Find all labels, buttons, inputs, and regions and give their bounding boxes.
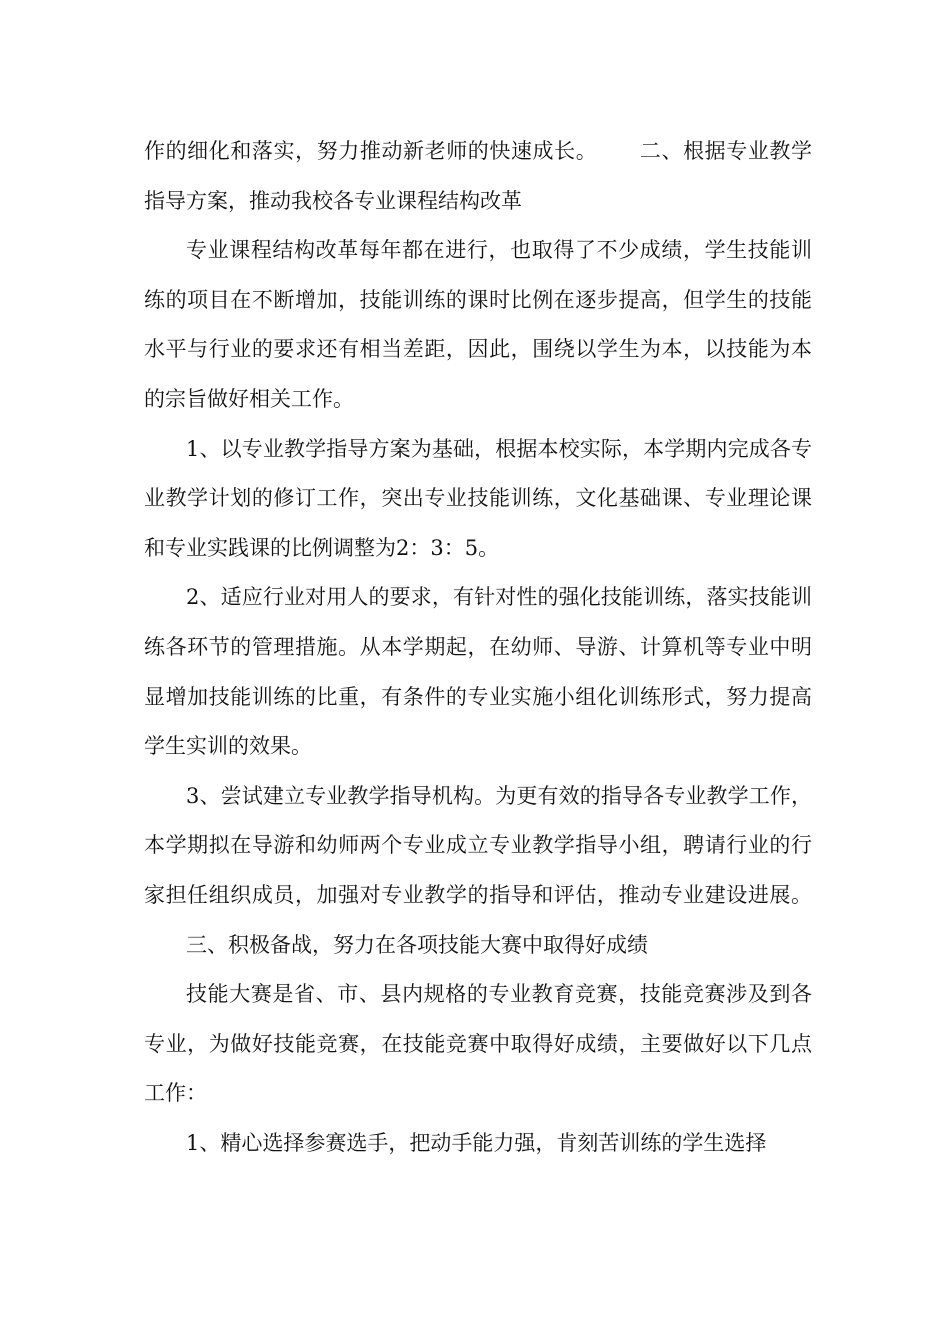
section-heading-2: 二、根据专业教学指导方案，推动我校各专业课程结构改革 xyxy=(144,139,813,213)
section-heading-3: 三、积极备战，努力在各项技能大赛中取得好成绩 xyxy=(186,932,648,957)
paragraph-7: 1、精心选择参赛选手，把动手能力强，肯刻苦训练的学生选择 xyxy=(186,1130,767,1155)
paragraph-3: 1、以专业教学指导方案为基础，根据本校实际，本学期内完成各专业教学计划的修订工作，突出专业技能训练，文化基础课、专业理论课和专业实践课的比例调整为2：3：5。 xyxy=(144,436,812,560)
paragraph-text: 3、尝试建立专业教学指导机构。为更有效的指导各专业教学工作，本学期拟在导游和幼师两个专业成立专业教学指导小组，聘请行业的行家担任组织成员，加强对专业教学的指导和评估，推动专业建设进展。 xyxy=(144,783,812,907)
paragraph-1 xyxy=(144,127,812,226)
paragraph-2: 专业课程结构改革每年都在进行，也取得了不少成绩，学生技能训练的项目在不断增加，技能训练的课时比例在逐步提高，但学生的技能水平与行业的要求还有相当差距，因此，围绕以学生为本，以技能为本的宗旨做好相关工作。 xyxy=(144,238,812,411)
paragraph-4: 2、适应行业对用人的要求，有针对性的强化技能训练，落实技能训练各环节的管理措施。从本学期起，在幼师、导游、计算机等专业中明显增加技能训练的比重，有条件的专业实施小组化训练形式，努力提高学生实训的效果。 xyxy=(144,585,812,759)
paragraph-text: 作的细化和落实，努力推动新老师的快速成长。 xyxy=(144,139,598,163)
paragraph-6: 技能大赛是省、市、县内规格的专业教育竞赛，技能竞赛涉及到各专业，为做好技能竞赛，在技能竞赛中取得好成绩，主要做好以下几点工作： xyxy=(144,982,812,1106)
paragraph-5 xyxy=(144,772,812,970)
document-body xyxy=(144,127,812,1168)
